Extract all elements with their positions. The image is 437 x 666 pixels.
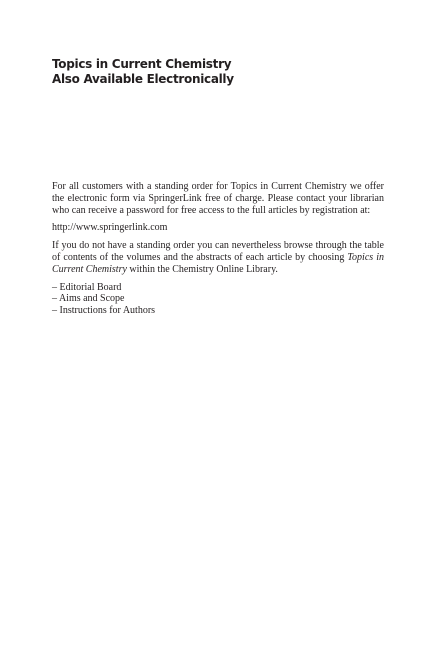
intro-paragraph: For all customers with a standing order for Topics in Current Chemistry we offer the electronic form via SpringerLink free of charge. Please contact your librarian who can receive a password for free access to the full articles by registration at: [52,181,384,216]
heading-line-1: Topics in Current Chemistry [52,57,232,71]
browse-text-start: If you do not have a standing order you can nevertheless browse through the table of contents of the volumes and the abstracts of each article by choosing [52,240,384,263]
page-heading [52,57,392,87]
heading-line-2: Also Available Electronically [52,72,234,86]
browse-text-end: within the Chemistry Online Library. [126,263,278,275]
browse-paragraph [52,240,384,275]
springerlink-url: http://www.springerlink.com [52,222,168,234]
series-title-italic: Topics in Current Chemistry [52,251,385,275]
list-item-instructions-for-authors: – Instructions for Authors [52,305,156,317]
list-item-aims-and-scope: – Aims and Scope [52,293,125,305]
library-links-list [52,282,384,317]
list-item-editorial-board: – Editorial Board [52,281,122,293]
body-text [52,181,384,317]
